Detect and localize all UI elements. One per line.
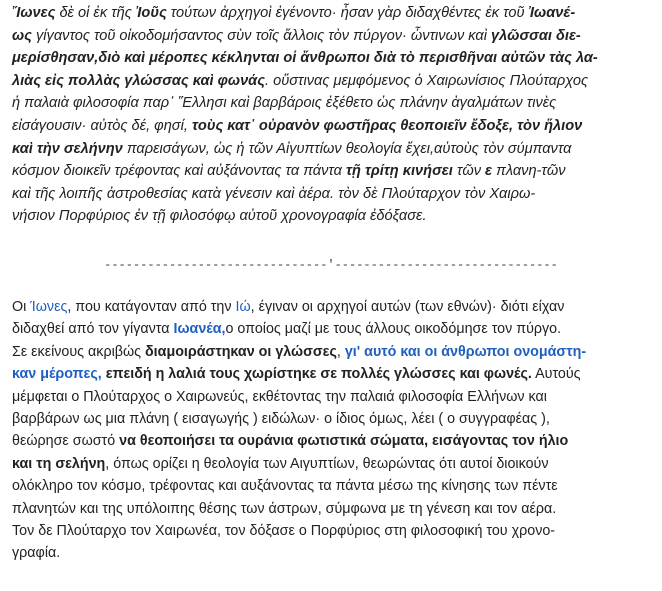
text-run: Ιώ xyxy=(235,299,251,315)
modern-text-line xyxy=(12,363,652,385)
text-run: Ιωανέα, xyxy=(173,321,226,338)
text-run: τῶν xyxy=(452,163,486,180)
text-run: Αυτούς xyxy=(531,366,581,383)
text-run: καὶ τῆς λοιπῆς ἀστροθεσίας κατὰ γένεσιν καὶ ἀέρα. τὸν δὲ Πλούταρχον τὸν Χαιρω- xyxy=(12,185,536,202)
greek-text-line xyxy=(12,92,652,115)
text-run: ἡ παλαιὰ φιλοσοφία παρ᾿ Ἕλλησι καὶ βαρβάροις ἐξέθετο ὡς πλάνην ἀγαλμάτων τινὲς xyxy=(12,95,557,112)
text-run: Οι xyxy=(12,299,31,315)
text-run: ε xyxy=(485,163,493,180)
modern-text-line xyxy=(12,408,652,430)
modern-text-line xyxy=(12,341,652,363)
text-run: καὶ τὴν σελήνην xyxy=(12,140,123,157)
text-run: Ίωνες xyxy=(30,299,68,315)
greek-text-line xyxy=(12,183,652,206)
greek-text-line xyxy=(12,2,652,25)
text-run: να θεοποιήσει τα ουράνια φωτιστικά σώματα, εισάγοντας τον ήλιο xyxy=(119,433,569,450)
greek-text-line xyxy=(12,115,652,138)
text-run: Ἰοῦς xyxy=(135,5,167,21)
greek-text-line xyxy=(12,160,652,183)
modern-text-line xyxy=(12,520,652,542)
text-run: λιὰς εἰς πολλὰς γλώσσας καὶ φωνάς xyxy=(12,72,265,89)
text-run: κόσμον διοικεῖν τρέφοντας καὶ αὐξάνοντας τα πάντα xyxy=(12,163,347,180)
text-run: Ἴωνες xyxy=(12,5,56,21)
greek-text-line xyxy=(12,205,652,228)
text-run: ολόκληρο τον κόσμο, τρέφοντας και αυξάνοντας τα πάντα μέσω της κίνησης των πέντε xyxy=(12,478,558,495)
text-run: γραφία. xyxy=(12,545,61,562)
ancient-greek-passage xyxy=(12,2,652,228)
modern-text-line xyxy=(12,386,652,408)
text-run: διαμοιράστηκαν οι γλώσσες xyxy=(145,343,337,360)
greek-text-line xyxy=(12,25,652,48)
text-run: . οὕστινας μεμφόμενος ὁ Χαιρωνίσιος Πλούταρχος xyxy=(265,72,589,89)
text-run: τούτων ἀρχηγοὶ ἐγένοντο· ἦσαν γὰρ διδαχθέντες ἐκ τοῦ xyxy=(166,5,529,21)
text-run: ως xyxy=(12,27,32,44)
text-run: γλῶσσαι διε- xyxy=(491,27,581,44)
modern-text-line xyxy=(12,453,652,475)
modern-text-line xyxy=(12,498,652,520)
text-run: παρεισάγων, ὡς ἡ τῶν Αἰγυπτίων θεολογία ἔχει,αὐτοὺς τὸν σύμπαντα xyxy=(122,140,572,157)
text-run: , όπως ορίζει η θεολογία των Αιγυπτίων, θεωρώντας ότι αυτοί διοικούν xyxy=(105,455,549,472)
text-run: επειδή η λαλιά τους χωρίστηκε σε πολλές γλώσσες και φωνές. xyxy=(105,366,532,383)
text-run: ο οποίος μαζί με τους άλλους οικοδόμησε τον πύργο. xyxy=(225,321,562,338)
text-run: θεώρησε σωστό xyxy=(12,433,120,450)
greek-text-line xyxy=(12,70,652,93)
text-run: γίγαντος τοῦ οἰκοδομήσαντος σὺν τοῖς ἄλλοις τὸν πύργον· ὧντινων καὶ xyxy=(31,27,492,44)
modern-text-line xyxy=(12,542,652,564)
text-run: διδαχθεί από τον γίγαντα xyxy=(12,321,174,338)
text-run: νήσιον Πορφύριος ἐν τῇ φιλοσόφῳ αὐτοῦ χρονογραφία ἐδόξασε. xyxy=(12,208,427,225)
text-run: Ἰωανέ- xyxy=(528,5,576,21)
greek-text-line xyxy=(12,138,652,161)
greek-text-line xyxy=(12,47,652,70)
section-separator: -------------------------------'------------------------------- xyxy=(104,258,558,272)
text-run: , που κατάγονταν από την xyxy=(67,299,236,315)
text-run: Σε εκείνους ακριβώς xyxy=(12,343,146,360)
text-run: δὲ οἱ ἐκ τῆς xyxy=(55,5,136,21)
text-run: βαρβάρων ως μια πλάνη ( εισαγωγής ) ειδώλων· ο ίδιος όμως, λέει ( ο συγγραφέας ), xyxy=(12,410,550,427)
text-run: τῇ τρίτῃ κινήσει xyxy=(346,163,453,180)
modern-text-line xyxy=(12,430,652,452)
modern-greek-translation xyxy=(12,296,652,565)
text-run: καν μέροπες, xyxy=(12,366,102,383)
text-run: πλανη-τῶν xyxy=(492,163,566,180)
text-run: μέμφεται ο Πλούταρχος ο Χαιρωνεύς, εκθέτοντας την παλαιά φιλοσοφία Ελλήνων και xyxy=(12,388,547,405)
modern-text-line xyxy=(12,296,652,318)
text-run: εἰσάγουσιν· αὐτὸς δέ, φησί, xyxy=(12,117,192,134)
text-run: και τη σελήνη xyxy=(12,455,106,472)
text-run: , xyxy=(336,343,345,360)
modern-text-line xyxy=(12,318,652,340)
text-run: γι' αυτό και οι άνθρωποι ονομάστη- xyxy=(344,343,587,360)
modern-text-line xyxy=(12,475,652,497)
text-run: πλανητών και της υπόλοιπης θέσης των άστρων, σύμφωνα με τη γένεση και τον αέρα. xyxy=(12,500,557,517)
text-run: , έγιναν οι αρχηγοί αυτών (των εθνών)· διότι είχαν xyxy=(250,299,565,315)
text-run: Τον δε Πλούταρχο τον Χαιρωνέα, τον δόξασε ο Πορφύριος στη φιλοσοφική του χρονο- xyxy=(12,522,556,539)
text-run: μερίσθησαν,διὸ καὶ μέροπες κέκληνται οἱ ἄνθρωποι διὰ τὸ περισθῆναι αὐτῶν τὰς λα- xyxy=(12,50,598,67)
text-run: τοὺς κατ᾿ οὐρανὸν φωστῆρας θεοποιεῖν ἔδοξε, τὸν ἥλιον xyxy=(191,117,583,134)
